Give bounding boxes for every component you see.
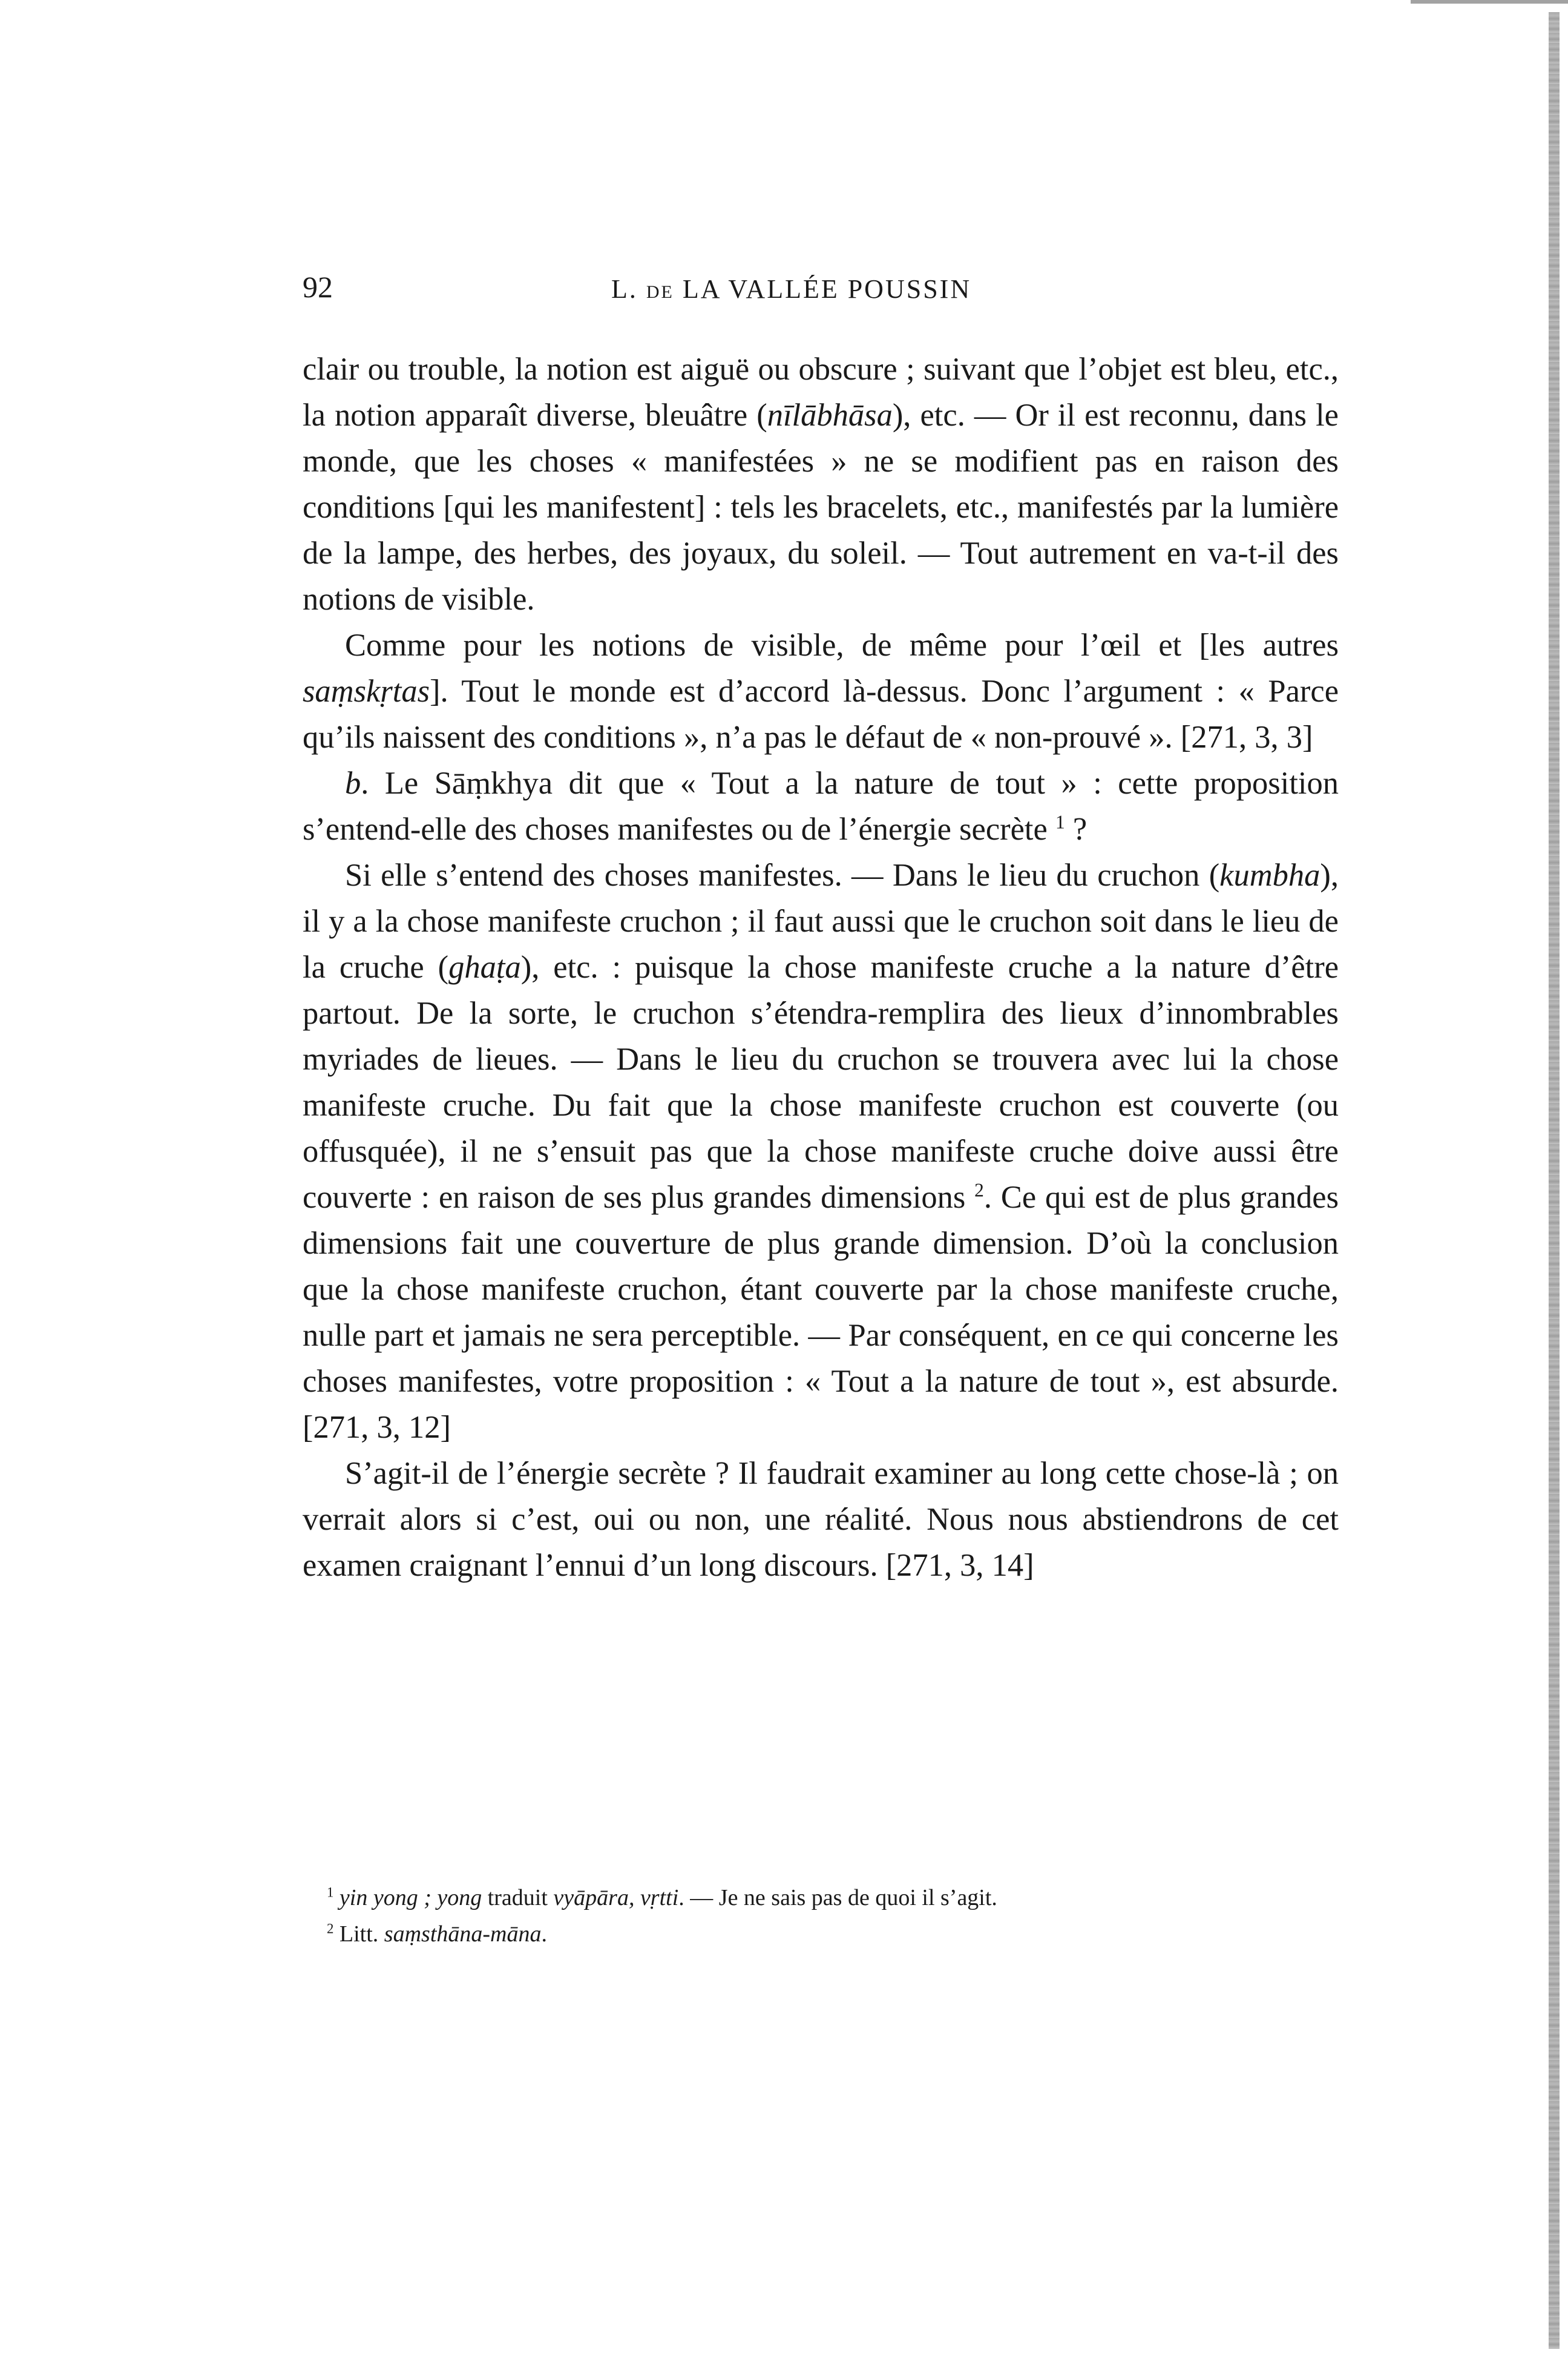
running-head-particle: DE: [646, 282, 674, 302]
footnote-marker: 2: [327, 1921, 334, 1936]
text-run: . Le Sāṃkhya dit que « Tout a la nature de tout » : cette proposition s’entend-elle des choses manifestes ou de l’énergie secrète: [303, 766, 1339, 847]
footnote-marker: 1: [1055, 811, 1065, 833]
italic-term: yin yong ; yong: [339, 1885, 482, 1910]
italic-term: saṃsthāna-māna: [384, 1921, 542, 1947]
text-run: ?: [1064, 812, 1087, 847]
paragraph: [303, 852, 1339, 1450]
running-head-name: LA VALLÉE POUSSIN: [682, 274, 972, 304]
running-head: [611, 274, 971, 304]
body-text: [303, 346, 1339, 1588]
footnotes: [327, 1880, 1343, 1952]
paragraph: [303, 346, 1339, 622]
text-run: . — Je ne sais pas de quoi il s’agit.: [678, 1885, 997, 1910]
running-head-initial: L.: [611, 274, 638, 304]
paragraph: [303, 622, 1339, 760]
footnote-marker: 1: [327, 1884, 334, 1900]
italic-term: b: [345, 766, 361, 801]
footnote: [327, 1880, 1343, 1916]
italic-term: ghaṭa: [448, 950, 521, 985]
text-run: ), il y a la chose manifeste cruchon ; il faut aussi que le cruchon soit dans le lieu de la cruche (: [303, 858, 1339, 985]
text-run: S’agit-il de l’énergie secrète ? Il faudrait examiner au long cette chose-là ; on verrait alors si c’est, oui ou non, une réalité. Nous nous abstiendrons de cet examen craignant l’ennui d’un long discours. [271, 3, 14]: [303, 1456, 1339, 1583]
scan-edge-top: [1411, 0, 1568, 38]
text-run: ), etc. : puisque la chose manifeste cruche a la nature d’être partout. De la sorte, le cruchon s’étendra-remplira des lieux d’innombrables myriades de lieues. — Dans le lieu du cruchon se trouvera avec lui la chose manifeste cruche. Du fait que la chose manifeste cruchon est couverte (ou offusquée), il ne s’ensuit pas que la chose manifeste cruche doive aussi être couverte : en raison de ses plus grandes dimensions: [303, 950, 1339, 1215]
italic-term: vyāpāra, vṛtti: [553, 1885, 679, 1910]
paragraph: [303, 1450, 1339, 1588]
italic-term: nīlābhāsa: [767, 398, 893, 433]
scan-edge-shadow: [1549, 12, 1560, 2349]
text-run: [333, 1885, 340, 1910]
italic-term: saṃskṛtas: [303, 674, 430, 709]
text-run: traduit: [482, 1885, 554, 1910]
footnote: [327, 1916, 1343, 1952]
italic-term: kumbha: [1219, 858, 1320, 893]
footnote-marker: 2: [974, 1179, 984, 1201]
paragraph: [303, 760, 1339, 852]
text-run: Litt.: [333, 1921, 384, 1947]
page-number: 92: [303, 270, 333, 304]
text-run: Si elle s’entend des choses manifestes. — Dans le lieu du cruchon (: [345, 858, 1220, 893]
text-run: clair ou trouble, la notion est aiguë ou obscure ; suivant que l’objet est bleu, etc., la notion apparaît diverse, bleuâtre (: [303, 352, 1339, 433]
text-run: Comme pour les notions de visible, de même pour l’œil et [les autres: [345, 628, 1339, 663]
text-run: .: [541, 1921, 547, 1947]
text-run: ), etc. — Or il est reconnu, dans le monde, que les choses « manifestées » ne se modifient pas en raison des conditions [qui les manifestent] : tels les bracelets, etc., manifestés par la lumière de la lampe, des herbes, des joyaux, du soleil. — Tout autrement en va-t-il des notions de visible.: [303, 398, 1339, 617]
text-run: . Ce qui est de plus grandes dimensions fait une couverture de plus grande dimension. D’où la conclusion que la chose manifeste cruchon, étant couverte par la chose manifeste cruche, nulle part et jamais ne sera perceptible. — Par conséquent, en ce qui concerne les choses manifestes, votre proposition : « Tout a la nature de tout », est absurde. [271, 3, 12]: [303, 1180, 1339, 1445]
text-run: ]. Tout le monde est d’accord là-dessus. Donc l’argument : « Parce qu’ils naissent des conditions », n’a pas le défaut de « non-prouvé ». [271, 3, 3]: [303, 674, 1339, 755]
